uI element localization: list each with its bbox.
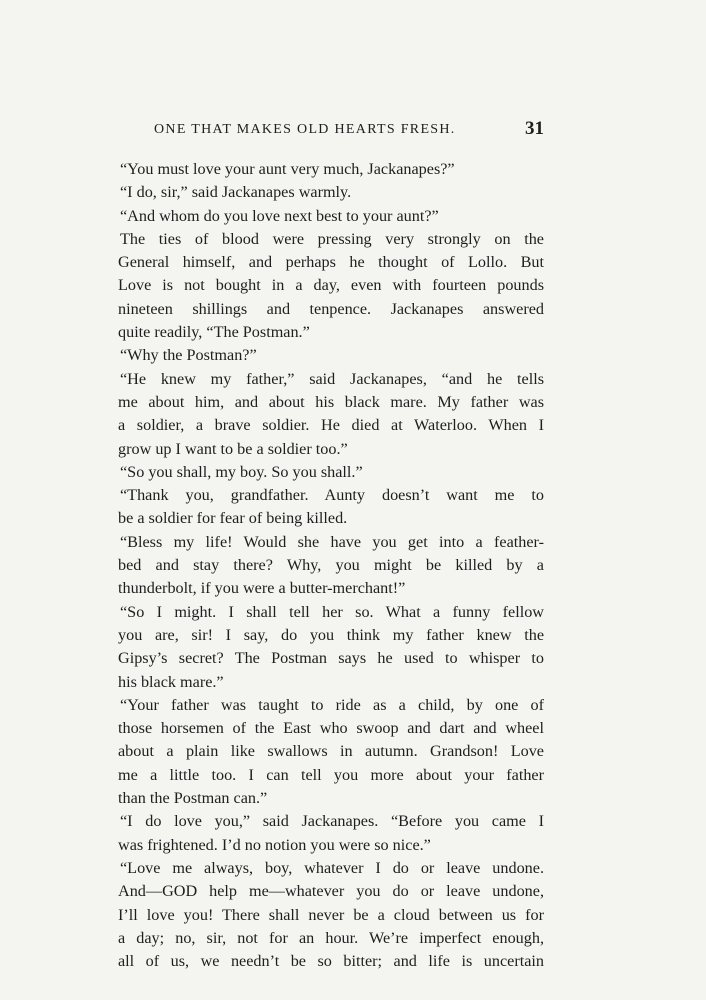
text-line: me about him, and about his black mare. My father was [118,392,544,411]
text-line: The ties of blood were pressing very strongly on the [120,229,544,248]
text-line: those horsemen of the East who swoop and dart and wheel [118,719,544,738]
text-line: And—GOD help me—whatever you do or leave undone, [118,882,544,901]
text-line: General himself, and perhaps he thought of Lollo. But [118,253,544,272]
text-line: “So I might. I shall tell her so. What a funny fellow [120,602,544,621]
text-line: “You must love your aunt very much, Jackanapes?” [120,160,455,178]
text-line: thunderbolt, if you were a butter-merchant!” [118,579,406,598]
text-line: was frightened. I’d no notion you were so nice.” [118,835,431,854]
text-line: bed and stay there? Why, you might be killed by a [118,556,544,575]
text-line: a day; no, sir, not for an hour. We’re imperfect enough, [118,928,544,947]
text-line: “He knew my father,” said Jackanapes, “and he tells [120,369,544,388]
text-line: nineteen shillings and tenpence. Jackanapes answered [118,299,544,318]
text-line: quite readily, “The Postman.” [118,323,310,342]
text-line: “So you shall, my boy. So you shall.” [120,462,363,481]
text-line: Gipsy’s secret? The Postman says he used to whisper to [118,649,544,668]
running-head [118,120,544,142]
text-line: “I do, sir,” said Jackanapes warmly. [120,183,352,202]
text-line: “Your father was taught to ride as a child, by one of [120,695,544,714]
text-line: I’ll love you! There shall never be a cloud between us for [118,905,544,924]
text-line: you are, sir! I say, do you think my father knew the [118,625,544,644]
text-line: “Bless my life! Would she have you get into a feather- [120,532,544,551]
text-line: about a plain like swallows in autumn. Grandson! Love [118,742,544,761]
text-line: be a soldier for fear of being killed. [118,509,348,528]
text-line: “And whom do you love next best to your aunt?” [120,206,439,225]
text-line: “I do love you,” said Jackanapes. “Before you came I [120,812,544,831]
page-number: 31 [525,118,544,139]
text-line: me a little too. I can tell you more about your father [118,765,544,784]
text-line: than the Postman can.” [118,789,268,808]
text-line: Love is not bought in a day, even with fourteen pounds [118,276,544,295]
running-title: ONE THAT MAKES OLD HEARTS FRESH. [154,122,456,137]
text-line: his black mare.” [118,672,224,691]
text-line: “Why the Postman?” [120,346,257,365]
text-line: “Thank you, grandfather. Aunty doesn’t want me to [120,486,544,505]
body-text [118,158,544,973]
text-line: a soldier, a brave soldier. He died at Waterloo. When I [118,416,544,435]
text-line: all of us, we needn’t be so bitter; and life is uncertain [118,952,544,971]
text-line: grow up I want to be a soldier too.” [118,439,348,458]
text-line: “Love me always, boy, whatever I do or leave undone. [120,858,544,877]
